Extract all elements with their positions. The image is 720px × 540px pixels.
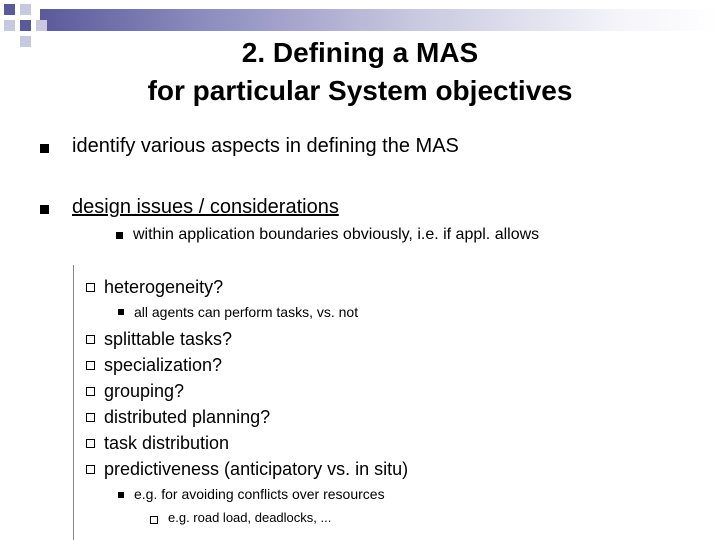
item-specialization: specialization? xyxy=(104,355,223,375)
item-splittable-tasks: splittable tasks? xyxy=(104,329,233,349)
checkbox-marker xyxy=(86,361,95,370)
item-predictiveness: predictiveness (anticipatory vs. in situ) xyxy=(104,459,409,479)
checkbox-marker xyxy=(86,283,95,292)
note-heterogeneity: all agents can perform tasks, vs. not xyxy=(134,304,359,320)
sub-bullet-marker xyxy=(116,232,123,239)
bullet-design-issues: design issues / considerations xyxy=(72,196,339,218)
bullet-identify-aspects: identify various aspects in defining the MAS xyxy=(72,135,459,157)
note-bullet-marker xyxy=(118,492,124,498)
decor-square xyxy=(20,4,31,15)
item-grouping: grouping? xyxy=(104,381,185,401)
decor-square xyxy=(20,36,31,47)
decor-square xyxy=(20,20,31,31)
checkbox-marker xyxy=(86,387,95,396)
bullet-marker xyxy=(40,205,49,214)
subnote-predictiveness: e.g. road load, deadlocks, ... xyxy=(168,510,332,525)
vertical-guide-line xyxy=(73,265,74,540)
checkbox-marker xyxy=(86,439,95,448)
checkbox-marker xyxy=(150,516,158,524)
checkbox-marker xyxy=(86,413,95,422)
slide-title xyxy=(60,34,660,110)
sub-bullet-application-boundaries: within application boundaries obviously, i.e. if appl. allows xyxy=(133,226,540,243)
decor-square xyxy=(4,4,15,15)
note-predictiveness: e.g. for avoiding conflicts over resources xyxy=(134,486,385,502)
note-bullet-marker xyxy=(118,309,124,315)
bullet-marker xyxy=(40,144,49,153)
decor-square xyxy=(4,20,15,31)
title-line-2: for particular System objectives xyxy=(147,75,573,106)
decor-square xyxy=(36,20,47,31)
checkbox-marker xyxy=(86,335,95,344)
checkbox-marker xyxy=(86,465,95,474)
item-heterogeneity: heterogeneity? xyxy=(104,277,224,297)
item-distributed-planning: distributed planning? xyxy=(104,407,271,427)
title-line-1: 2. Defining a MAS xyxy=(241,37,479,68)
header-gradient-bar xyxy=(40,9,720,31)
item-task-distribution: task distribution xyxy=(104,433,230,453)
